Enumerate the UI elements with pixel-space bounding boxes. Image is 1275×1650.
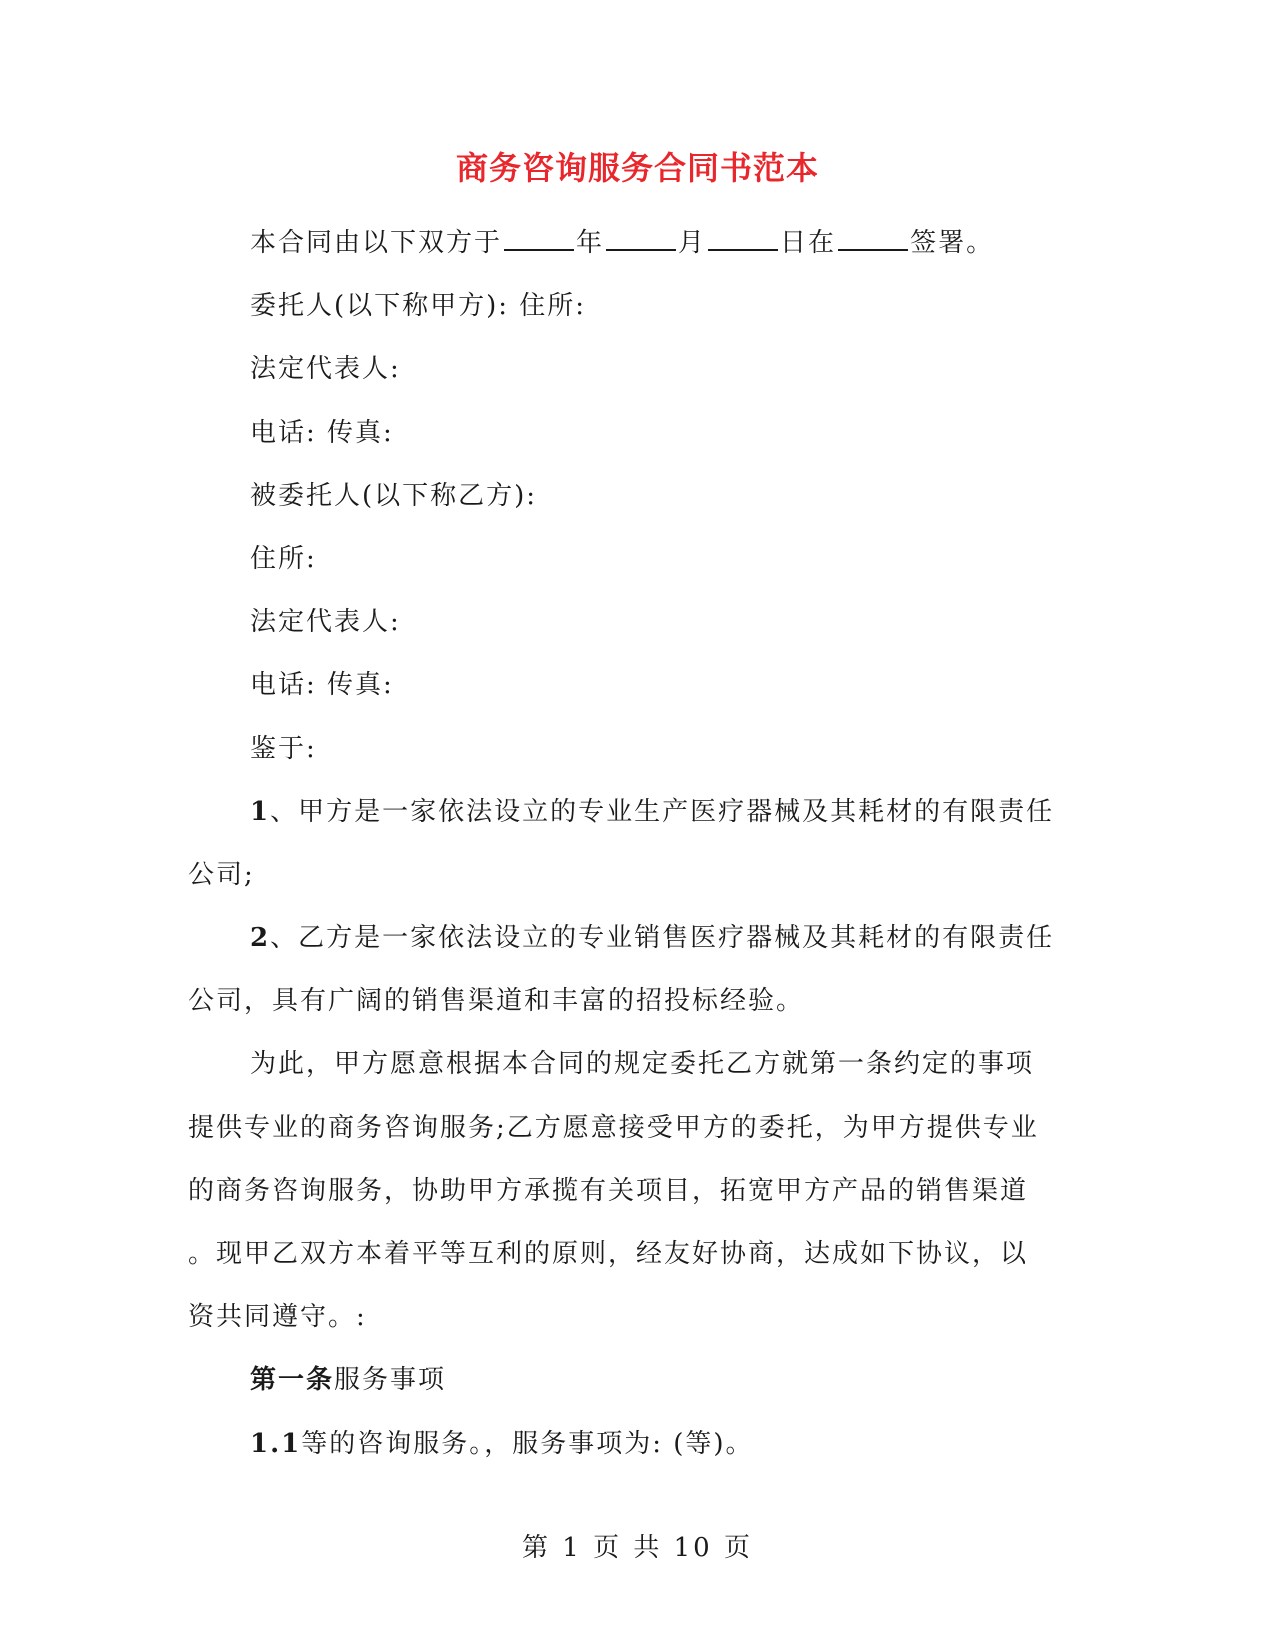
page-number-footer: 第 1 页 共 10 页 <box>522 1533 753 1563</box>
party-b-address-line: 住所: <box>250 543 317 574</box>
day-blank <box>708 227 778 251</box>
item2-line2: 公司，具有广阔的销售渠道和丰富的招投标经验。 <box>188 986 805 1017</box>
party-b-line: 被委托人(以下称乙方): <box>250 480 538 511</box>
purpose-line4: 。现甲乙双方本着平等互利的原则，经友好协商，达成如下协议，以 <box>188 1239 1029 1269</box>
item1-number: 1 <box>250 796 271 827</box>
party-b-phone-line: 电话: 传真: <box>250 670 394 701</box>
article1-number: 第一条 <box>250 1365 335 1396</box>
article1-heading <box>188 1349 1088 1412</box>
document-body <box>188 212 1088 1476</box>
document-title: 商务咨询服务合同书范本 <box>455 149 819 187</box>
item1-text: 、甲方是一家依法设立的专业生产医疗器械及其耗材的有限责任 <box>270 796 1055 827</box>
purpose-line2: 提供专业的商务咨询服务;乙方愿意接受甲方的委托，为甲方提供专业 <box>188 1112 1039 1143</box>
party-a-rep-line: 法定代表人: <box>250 354 401 385</box>
signing-month: 月 <box>678 228 707 258</box>
party-a-phone-line: 电话: 传真: <box>250 417 394 448</box>
clause-1-1-number: 1.1 <box>250 1428 302 1459</box>
item1-line1 <box>188 781 1088 844</box>
item2-number: 2 <box>250 923 271 954</box>
item2-text: 、乙方是一家依法设立的专业销售医疗器械及其耗材的有限责任 <box>270 923 1055 954</box>
whereas-line: 鉴于: <box>250 733 317 764</box>
clause-1-1 <box>188 1413 1088 1476</box>
item2-line1 <box>188 907 1088 970</box>
purpose-line5: 资共同遵守。: <box>188 1302 367 1333</box>
party-a-line: 委托人(以下称甲方): 住所: <box>250 291 587 322</box>
article1-title: 服务事项 <box>334 1365 447 1396</box>
signing-year: 年 <box>576 228 605 258</box>
clause-1-1-text: 等的咨询服务。，服务事项为: (等)。 <box>301 1428 754 1459</box>
place-blank <box>838 227 908 251</box>
signing-line <box>188 212 1088 275</box>
item1-line2: 公司; <box>188 859 255 890</box>
signing-day-at: 日在 <box>780 228 837 258</box>
month-blank <box>606 227 676 251</box>
party-b-rep-line: 法定代表人: <box>250 607 401 638</box>
purpose-line3: 的商务咨询服务，协助甲方承揽有关项目，拓宽甲方产品的销售渠道 <box>188 1175 1029 1206</box>
year-blank <box>504 227 574 251</box>
purpose-line1: 为此，甲方愿意根据本合同的规定委托乙方就第一条约定的事项 <box>250 1049 1035 1080</box>
signing-signed: 签署。 <box>910 228 995 258</box>
signing-prefix: 本合同由以下双方于 <box>250 228 503 258</box>
